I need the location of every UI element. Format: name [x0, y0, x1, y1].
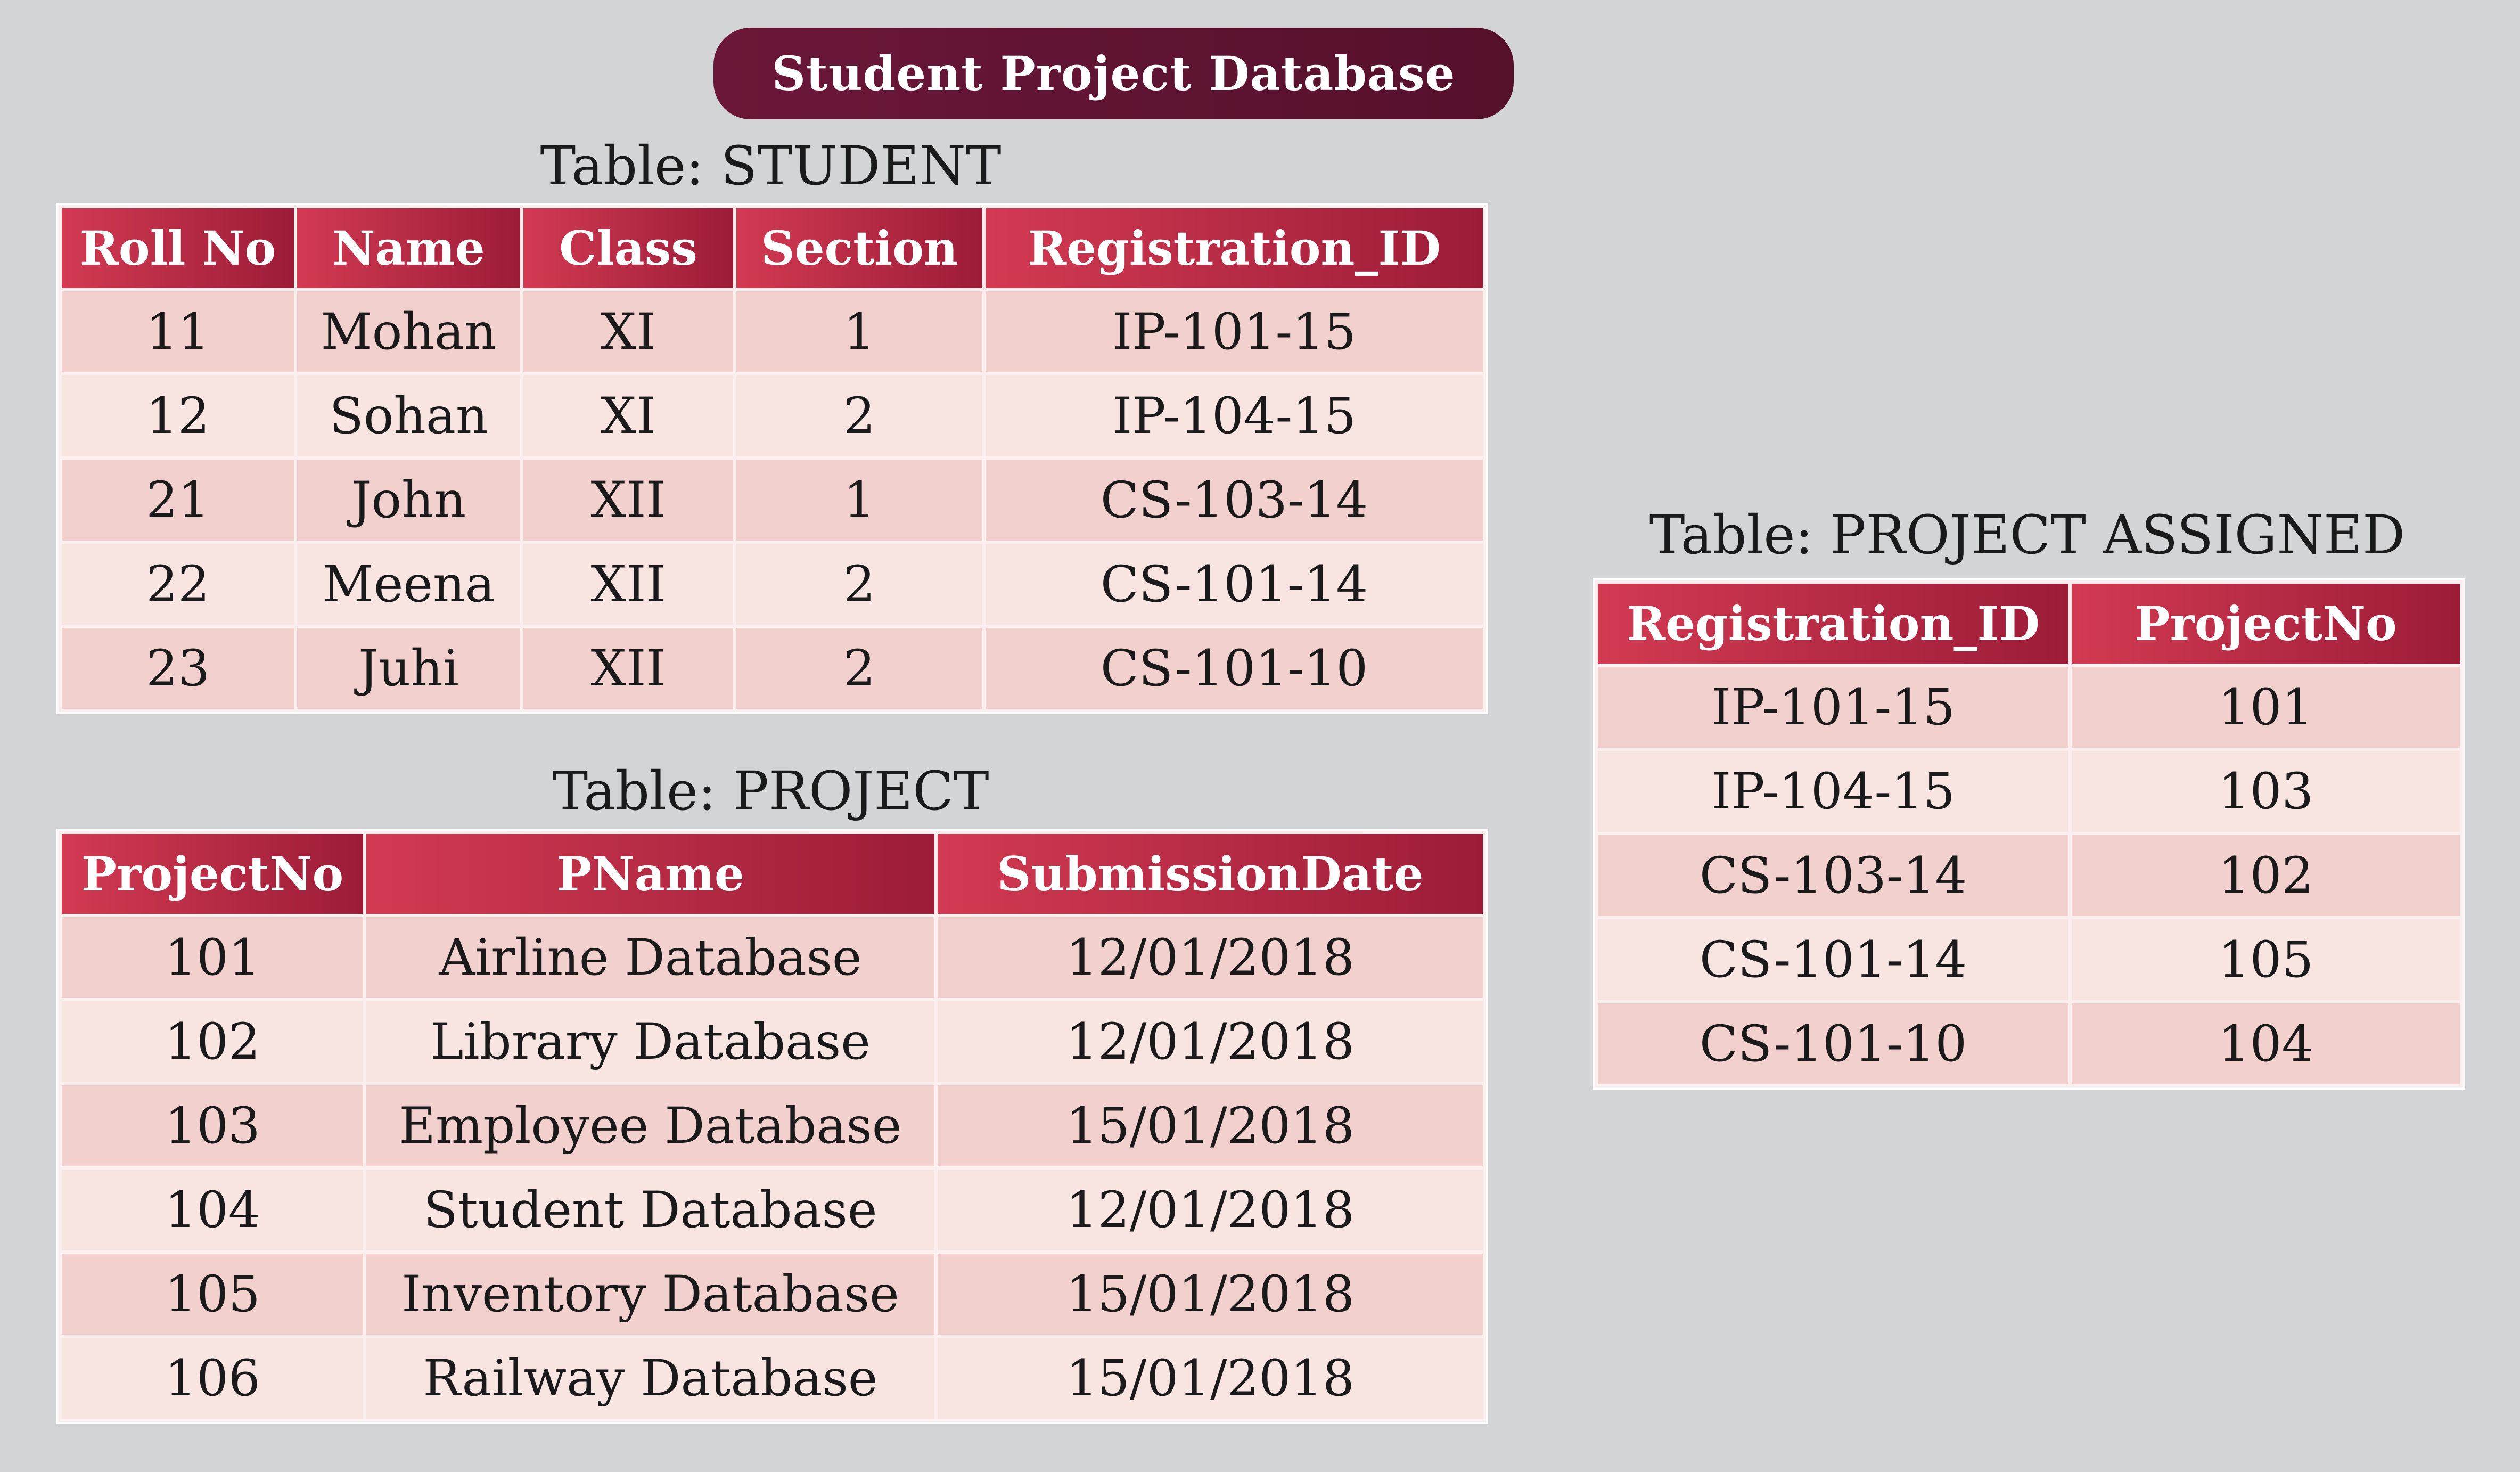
table-cell: 2	[735, 626, 984, 710]
table-cell: 15/01/2018	[936, 1252, 1484, 1336]
table-cell: IP-104-15	[1596, 749, 2070, 833]
table-row	[60, 1252, 1484, 1336]
column-header-project-no: ProjectNo	[2070, 582, 2461, 665]
table-cell: 102	[60, 1000, 365, 1084]
column-header-pname: PName	[365, 832, 936, 915]
table-cell: 11	[60, 290, 295, 374]
student-table-caption: Table: STUDENT	[540, 135, 1002, 197]
table-cell: 21	[60, 458, 295, 542]
table-row	[1596, 1002, 2461, 1086]
table-cell: 15/01/2018	[936, 1084, 1484, 1168]
table-row	[60, 374, 1484, 458]
column-header-submission-date: SubmissionDate	[936, 832, 1484, 915]
table-row	[60, 290, 1484, 374]
table-cell: 22	[60, 542, 295, 626]
table-row	[60, 1084, 1484, 1168]
table-cell: 2	[735, 542, 984, 626]
student-table	[59, 205, 1486, 712]
table-cell: CS-103-14	[1596, 833, 2070, 918]
table-cell: 106	[60, 1336, 365, 1420]
table-cell: CS-101-14	[984, 542, 1484, 626]
table-cell: Sohan	[295, 374, 522, 458]
page-title: Student Project Database	[713, 28, 1514, 119]
table-cell: Railway Database	[365, 1336, 936, 1420]
table-header-row	[60, 832, 1484, 915]
table-cell: 12/01/2018	[936, 1168, 1484, 1252]
table-cell: 12/01/2018	[936, 915, 1484, 1000]
table-cell: 104	[60, 1168, 365, 1252]
table-cell: 23	[60, 626, 295, 710]
table-row	[60, 542, 1484, 626]
table-cell: 12/01/2018	[936, 1000, 1484, 1084]
table-row	[60, 458, 1484, 542]
table-row	[1596, 749, 2461, 833]
table-cell: CS-103-14	[984, 458, 1484, 542]
table-cell: Meena	[295, 542, 522, 626]
table-cell: XII	[522, 542, 735, 626]
table-cell: XI	[522, 290, 735, 374]
table-header-row	[60, 207, 1484, 290]
table-cell: XII	[522, 626, 735, 710]
table-cell: 105	[2070, 918, 2461, 1002]
column-header-class: Class	[522, 207, 735, 290]
table-row	[60, 1168, 1484, 1252]
column-header-project-no: ProjectNo	[60, 832, 365, 915]
table-cell: IP-101-15	[1596, 665, 2070, 749]
table-cell: 2	[735, 374, 984, 458]
table-cell: Employee Database	[365, 1084, 936, 1168]
table-cell: Juhi	[295, 626, 522, 710]
table-cell: 15/01/2018	[936, 1336, 1484, 1420]
project-assigned-table	[1595, 580, 2463, 1087]
table-cell: IP-101-15	[984, 290, 1484, 374]
table-cell: 1	[735, 290, 984, 374]
table-cell: Airline Database	[365, 915, 936, 1000]
column-header-roll-no: Roll No	[60, 207, 295, 290]
table-cell: 103	[60, 1084, 365, 1168]
table-cell: XI	[522, 374, 735, 458]
table-cell: Student Database	[365, 1168, 936, 1252]
table-cell: IP-104-15	[984, 374, 1484, 458]
table-cell: 103	[2070, 749, 2461, 833]
project-table-caption: Table: PROJECT	[552, 760, 989, 822]
table-cell: 12	[60, 374, 295, 458]
column-header-registration-id: Registration_ID	[984, 207, 1484, 290]
table-row	[1596, 833, 2461, 918]
table-row	[60, 1000, 1484, 1084]
table-row	[1596, 918, 2461, 1002]
table-cell: 1	[735, 458, 984, 542]
column-header-registration-id: Registration_ID	[1596, 582, 2070, 665]
table-row	[1596, 665, 2461, 749]
column-header-section: Section	[735, 207, 984, 290]
table-header-row	[1596, 582, 2461, 665]
table-cell: John	[295, 458, 522, 542]
table-cell: CS-101-14	[1596, 918, 2070, 1002]
table-row	[60, 626, 1484, 710]
table-cell: 101	[60, 915, 365, 1000]
table-cell: CS-101-10	[1596, 1002, 2070, 1086]
table-cell: 102	[2070, 833, 2461, 918]
table-row	[60, 1336, 1484, 1420]
table-cell: Library Database	[365, 1000, 936, 1084]
table-cell: XII	[522, 458, 735, 542]
project-table	[59, 831, 1486, 1422]
assigned-table-caption: Table: PROJECT ASSIGNED	[1649, 504, 2406, 566]
table-cell: Inventory Database	[365, 1252, 936, 1336]
table-cell: CS-101-10	[984, 626, 1484, 710]
table-cell: Mohan	[295, 290, 522, 374]
table-cell: 104	[2070, 1002, 2461, 1086]
table-cell: 105	[60, 1252, 365, 1336]
column-header-name: Name	[295, 207, 522, 290]
table-cell: 101	[2070, 665, 2461, 749]
table-row	[60, 915, 1484, 1000]
